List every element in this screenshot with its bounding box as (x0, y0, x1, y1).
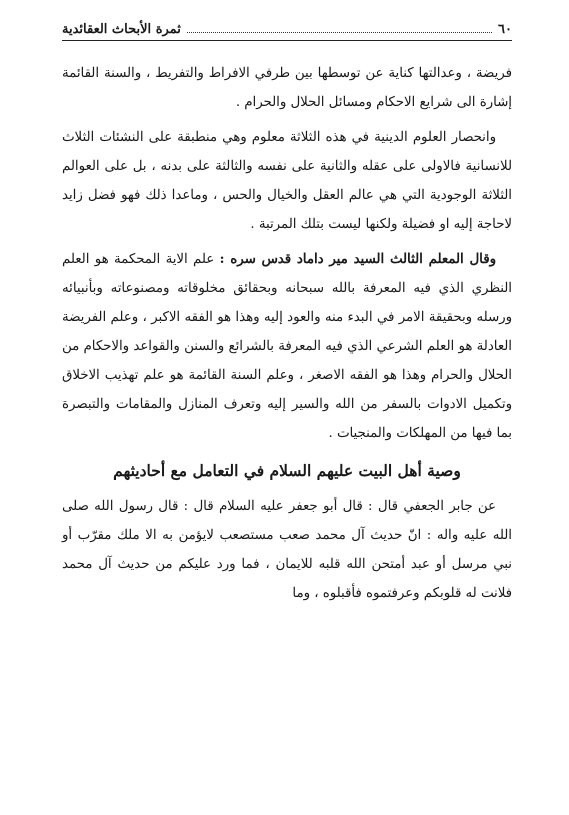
paragraph-3-text: علم الاية المحكمة هو العلم النظري الذي فيه المعرفة بالله سبحانه وبحقائق مخلوقاته ومصنوعاته وبأنبيائه ورسله وبحقيقة الامر في البدء منه والعود إليه وهذا هو الفقه الاكبر ، وعلم الفريضة العادلة هو العلم الشرعي الذي فيه المعرفة بالشرائع والسنن والقواعد والاحكام من الحلال والحرام وهذا هو الفقه الاصغر ، وعلم السنة القائمة هو علم تهذيب الاخلاق وتكميل الادوات بالسفر من الله والسير إليه وتعرف المنازل والمقامات والتبصرة بما فيها من المهلكات والمنجيات . (62, 252, 512, 441)
paragraph-1: فريضة ، وعدالتها كناية عن توسطها بين طرفي الافراط والتفريط ، والسنة القائمة إشارة الى شرايع الاحكام ومسائل الحلال والحرام . (62, 66, 512, 110)
book-page (62, 22, 512, 614)
paragraph-4: عن جابر الجعفي قال : قال أبو جعفر عليه السلام قال : قال رسول الله صلى الله عليه واله : انّ حديث آل محمد صعب مستصعب لايؤمن به الا ملك مقرّب أو نبي مرسل أو عبد أمتحن الله قلبه للايمان ، فما ورد عليكم من حديث آل محمد فلانت له قلوبكم وعرفتموه فأقبلوه ، وما (62, 499, 512, 601)
page-body (62, 59, 512, 608)
paragraph-3-lead: وقال المعلم الثالث السيد مير داماد قدس سره : (219, 252, 496, 267)
paragraph-3 (62, 245, 512, 448)
section-heading: وصية أهل البيت عليهم السلام في التعامل مع أحاديثهم (113, 461, 461, 480)
page-header (62, 22, 512, 41)
running-title: ثمرة الأبحاث العقائدية (62, 22, 181, 37)
header-dot-leader (187, 23, 492, 33)
page-number: ٦٠ (498, 22, 512, 37)
paragraph-2: وانحصار العلوم الدينية في هذه الثلاثة معلوم وهي منطبقة على النشئات الثلاث للانسانية فالاولى على عقله والثانية على نفسه والثالثة على بدنه ، بل على العوالم الثلاثة الوجودية التي هي عالم العقل والخيال والحس ، وماعدا ذلك فهو فضل زايد لاحاجة إليه او فضيلة ولكنها ليست بتلك المرتبة . (62, 130, 512, 232)
